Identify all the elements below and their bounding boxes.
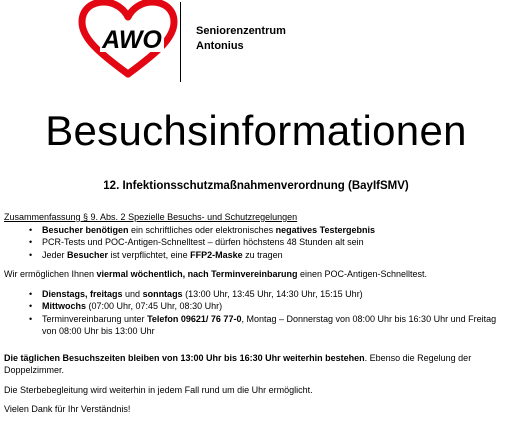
organization-name: [196, 24, 286, 54]
list-item: • Mittwochs (07:00 Uhr, 07:45 Uhr, 08:30 Uhr): [42, 300, 508, 313]
visiting-hours: Die täglichen Besuchszeiten bleiben von 13:00 Uhr bis 16:30 Uhr weiterhin bestehen. Ebenso die Regelung der Doppelzimmer.: [4, 352, 472, 375]
end-of-life-care: Die Sterbebegleitung wird weiterhin in jedem Fall rund um die Uhr ermöglicht.: [4, 384, 313, 395]
notice-body: [4, 211, 508, 416]
summary-heading: Zusammenfassung § 9. Abs. 2 Spezielle Besuchs- und Schutzregelungen: [4, 212, 298, 222]
org-line-1: Seniorenzentrum: [196, 25, 286, 37]
schedule-list: [4, 288, 508, 338]
list-item: • PCR-Tests und POC-Antigen-Schnelltest – dürfen höchstens 48 Stunden alt sein: [42, 236, 508, 249]
rules-list: [4, 224, 508, 262]
page-subtitle: 12. Infektionsschutzmaßnahmenverordnung (BayIfSMV): [103, 180, 409, 192]
logo-text: AWO: [102, 26, 162, 54]
list-item: • Terminvereinbarung unter Telefon 09621/ 76 77-0, Montag – Donnerstag von 08:00 Uhr bis 16:30 Uhr und Freitag von 08:00 Uhr bis 13:00 Uhr: [42, 313, 508, 338]
header-divider: [180, 2, 181, 82]
test-offer: Wir ermöglichen Ihnen viermal wöchentlich, nach Terminvereinbarung einen POC-Antigen-Schnelltest.: [4, 269, 428, 279]
thanks: Vielen Dank für Ihr Verständnis!: [4, 404, 131, 414]
list-item: • Besucher benötigen ein schriftliches oder elektronisches negatives Testergebnis: [42, 224, 508, 237]
page-title: Besuchsinformationen: [45, 107, 467, 154]
list-item: • Dienstags, freitags und sonntags (13:00 Uhr, 13:45 Uhr, 14:30 Uhr, 15:15 Uhr): [42, 288, 508, 301]
list-item: • Jeder Besucher ist verpflichtet, eine FFP2-Maske zu tragen: [42, 249, 508, 262]
org-line-2: Antonius: [196, 40, 244, 52]
awo-logo: [78, 0, 178, 78]
